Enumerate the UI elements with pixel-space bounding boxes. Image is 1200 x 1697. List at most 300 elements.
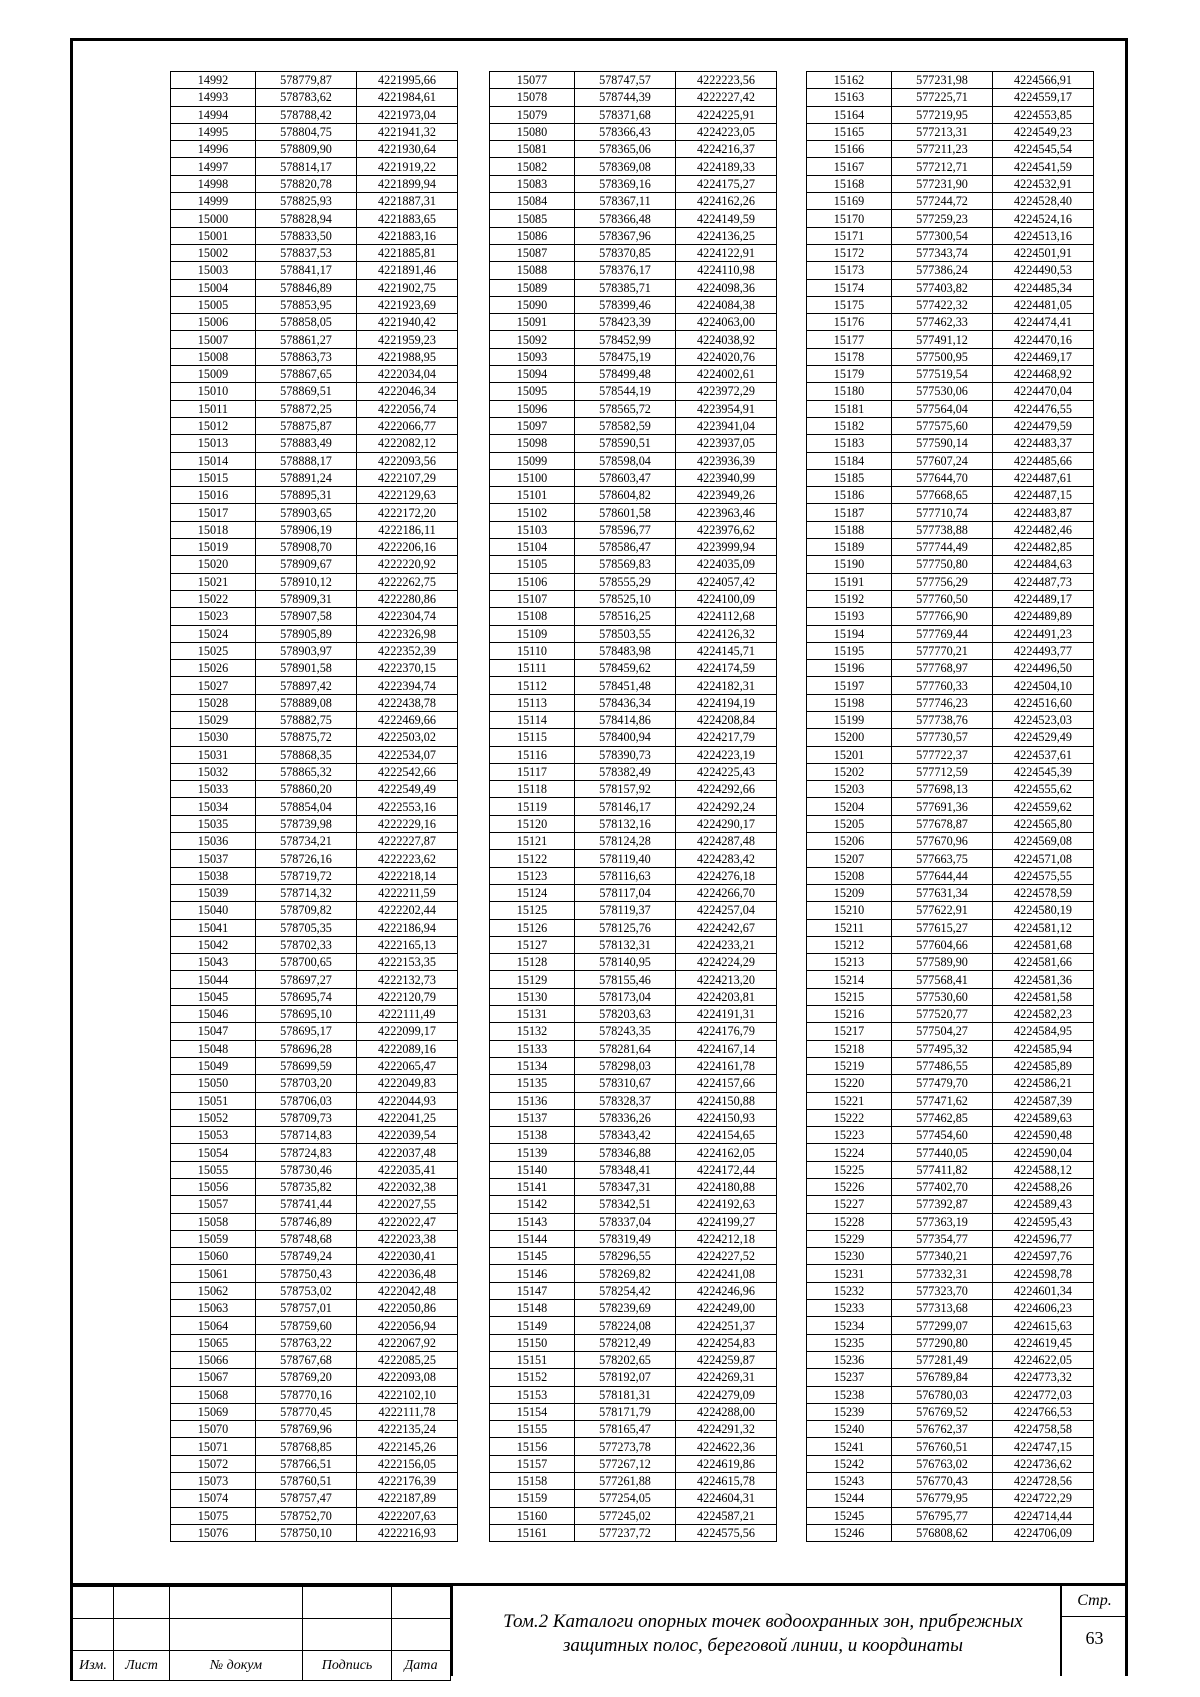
coord-x: 577760,50 bbox=[892, 590, 993, 607]
coord-y: 4222227,87 bbox=[357, 833, 458, 850]
point-number: 15068 bbox=[171, 1386, 256, 1403]
point-number: 15192 bbox=[807, 590, 892, 607]
table-row bbox=[807, 833, 1094, 850]
coord-x: 578212,49 bbox=[575, 1334, 676, 1351]
point-number: 15121 bbox=[490, 833, 575, 850]
coord-y: 4224504,10 bbox=[993, 677, 1094, 694]
table-row bbox=[490, 590, 777, 607]
coord-y: 4224528,40 bbox=[993, 193, 1094, 210]
point-number: 15059 bbox=[171, 1230, 256, 1247]
coord-y: 4224176,79 bbox=[676, 1023, 777, 1040]
coord-x: 578735,82 bbox=[256, 1179, 357, 1196]
label-signature: Подпись bbox=[303, 1651, 392, 1681]
table-row bbox=[490, 902, 777, 919]
table-row bbox=[171, 1507, 458, 1524]
coord-x: 577710,74 bbox=[892, 504, 993, 521]
table-row bbox=[807, 348, 1094, 365]
table-row bbox=[171, 1455, 458, 1472]
point-number: 15063 bbox=[171, 1300, 256, 1317]
point-number: 15141 bbox=[490, 1179, 575, 1196]
table-row bbox=[171, 815, 458, 832]
coord-y: 4222394,74 bbox=[357, 677, 458, 694]
coord-y: 4224246,96 bbox=[676, 1282, 777, 1299]
coord-y: 4224242,67 bbox=[676, 919, 777, 936]
coord-x: 577462,33 bbox=[892, 314, 993, 331]
sig-cell bbox=[170, 1587, 303, 1619]
table-row bbox=[807, 763, 1094, 780]
coord-y: 4222438,78 bbox=[357, 694, 458, 711]
point-number: 15076 bbox=[171, 1524, 256, 1541]
coord-y: 4224194,19 bbox=[676, 694, 777, 711]
point-number: 15113 bbox=[490, 694, 575, 711]
table-row bbox=[490, 1248, 777, 1265]
table-row bbox=[490, 175, 777, 192]
point-number: 15089 bbox=[490, 279, 575, 296]
coord-x: 577590,14 bbox=[892, 435, 993, 452]
point-number: 15195 bbox=[807, 642, 892, 659]
coord-y: 4221923,69 bbox=[357, 296, 458, 313]
point-number: 15083 bbox=[490, 175, 575, 192]
coord-y: 4221988,95 bbox=[357, 348, 458, 365]
coord-x: 578132,16 bbox=[575, 815, 676, 832]
sig-cell bbox=[303, 1587, 392, 1619]
coord-x: 577259,23 bbox=[892, 210, 993, 227]
coord-x: 577402,70 bbox=[892, 1179, 993, 1196]
coord-x: 578752,70 bbox=[256, 1507, 357, 1524]
coord-y: 4222132,73 bbox=[357, 971, 458, 988]
point-number: 15027 bbox=[171, 677, 256, 694]
coord-x: 578328,37 bbox=[575, 1092, 676, 1109]
coord-x: 578746,89 bbox=[256, 1213, 357, 1230]
point-number: 15041 bbox=[171, 919, 256, 936]
coord-y: 4224485,66 bbox=[993, 452, 1094, 469]
coord-y: 4224182,31 bbox=[676, 677, 777, 694]
coord-y: 4222370,15 bbox=[357, 660, 458, 677]
table-row bbox=[490, 210, 777, 227]
coord-x: 578726,16 bbox=[256, 850, 357, 867]
coord-x: 578370,85 bbox=[575, 244, 676, 261]
coord-x: 578451,48 bbox=[575, 677, 676, 694]
point-number: 15150 bbox=[490, 1334, 575, 1351]
table-row bbox=[490, 556, 777, 573]
coord-x: 578714,83 bbox=[256, 1127, 357, 1144]
table-row bbox=[171, 850, 458, 867]
table-row bbox=[807, 106, 1094, 123]
coord-x: 577290,80 bbox=[892, 1334, 993, 1351]
coord-x: 578868,35 bbox=[256, 746, 357, 763]
point-number: 15093 bbox=[490, 348, 575, 365]
coord-y: 4224482,46 bbox=[993, 521, 1094, 538]
point-number: 15204 bbox=[807, 798, 892, 815]
table-row bbox=[171, 798, 458, 815]
table-row bbox=[490, 988, 777, 1005]
table-row bbox=[171, 72, 458, 89]
coord-y: 4222165,13 bbox=[357, 936, 458, 953]
table-row bbox=[490, 608, 777, 625]
page-box bbox=[1060, 1586, 1127, 1676]
point-number: 15187 bbox=[807, 504, 892, 521]
table-row bbox=[490, 971, 777, 988]
coord-y: 4224276,18 bbox=[676, 867, 777, 884]
point-number: 15218 bbox=[807, 1040, 892, 1057]
coord-y: 4223963,46 bbox=[676, 504, 777, 521]
table-row bbox=[807, 1334, 1094, 1351]
coord-y: 4222023,38 bbox=[357, 1230, 458, 1247]
table-row bbox=[490, 781, 777, 798]
point-number: 15045 bbox=[171, 988, 256, 1005]
sig-cell bbox=[114, 1587, 170, 1619]
table-row bbox=[490, 1265, 777, 1282]
table-row bbox=[171, 175, 458, 192]
table-row bbox=[490, 123, 777, 140]
coord-y: 4224485,34 bbox=[993, 279, 1094, 296]
label-list: Лист bbox=[114, 1651, 170, 1681]
point-number: 15220 bbox=[807, 1075, 892, 1092]
coord-y: 4223949,26 bbox=[676, 487, 777, 504]
point-number: 15086 bbox=[490, 227, 575, 244]
point-number: 15120 bbox=[490, 815, 575, 832]
table-row bbox=[171, 988, 458, 1005]
coord-x: 578590,51 bbox=[575, 435, 676, 452]
coord-x: 577225,71 bbox=[892, 89, 993, 106]
sig-cell bbox=[392, 1619, 451, 1651]
point-number: 15078 bbox=[490, 89, 575, 106]
coord-y: 4224469,17 bbox=[993, 348, 1094, 365]
point-number: 15179 bbox=[807, 366, 892, 383]
coord-x: 578841,17 bbox=[256, 262, 357, 279]
coord-y: 4224481,05 bbox=[993, 296, 1094, 313]
point-number: 15058 bbox=[171, 1213, 256, 1230]
coord-x: 577519,54 bbox=[892, 366, 993, 383]
point-number: 15131 bbox=[490, 1006, 575, 1023]
coord-y: 4224063,00 bbox=[676, 314, 777, 331]
coord-x: 578909,31 bbox=[256, 590, 357, 607]
table-row bbox=[171, 660, 458, 677]
coord-x: 577440,05 bbox=[892, 1144, 993, 1161]
point-number: 15184 bbox=[807, 452, 892, 469]
coord-x: 577313,68 bbox=[892, 1300, 993, 1317]
coord-y: 4222262,75 bbox=[357, 573, 458, 590]
table-row bbox=[171, 954, 458, 971]
coord-y: 4224212,18 bbox=[676, 1230, 777, 1247]
coord-y: 4222044,93 bbox=[357, 1092, 458, 1109]
table-row bbox=[490, 1473, 777, 1490]
coord-y: 4224110,98 bbox=[676, 262, 777, 279]
point-number: 15013 bbox=[171, 435, 256, 452]
table-row bbox=[490, 1490, 777, 1507]
point-number: 15074 bbox=[171, 1490, 256, 1507]
coord-x: 578503,55 bbox=[575, 625, 676, 642]
coord-x: 578695,74 bbox=[256, 988, 357, 1005]
table-row bbox=[807, 400, 1094, 417]
coord-x: 578883,49 bbox=[256, 435, 357, 452]
coord-x: 578390,73 bbox=[575, 746, 676, 763]
coord-x: 577760,33 bbox=[892, 677, 993, 694]
coord-y: 4222107,29 bbox=[357, 469, 458, 486]
coord-x: 578825,93 bbox=[256, 193, 357, 210]
point-number: 14995 bbox=[171, 123, 256, 140]
coord-x: 577766,90 bbox=[892, 608, 993, 625]
coord-y: 4224259,87 bbox=[676, 1351, 777, 1368]
table-row bbox=[171, 210, 458, 227]
coord-y: 4222050,86 bbox=[357, 1300, 458, 1317]
table-row bbox=[490, 521, 777, 538]
coord-x: 578753,02 bbox=[256, 1282, 357, 1299]
coord-y: 4224057,42 bbox=[676, 573, 777, 590]
point-number: 15062 bbox=[171, 1282, 256, 1299]
table-row bbox=[490, 262, 777, 279]
table-row bbox=[490, 1057, 777, 1074]
point-number: 15182 bbox=[807, 417, 892, 434]
point-number: 15097 bbox=[490, 417, 575, 434]
coord-y: 4224288,00 bbox=[676, 1403, 777, 1420]
table-row bbox=[807, 521, 1094, 538]
point-number: 15134 bbox=[490, 1057, 575, 1074]
point-number: 15241 bbox=[807, 1438, 892, 1455]
point-number: 14994 bbox=[171, 106, 256, 123]
table-row bbox=[807, 314, 1094, 331]
table-row bbox=[171, 763, 458, 780]
table-row bbox=[807, 383, 1094, 400]
coord-y: 4224149,59 bbox=[676, 210, 777, 227]
coord-y: 4222120,79 bbox=[357, 988, 458, 1005]
point-number: 15228 bbox=[807, 1213, 892, 1230]
point-number: 15199 bbox=[807, 711, 892, 728]
point-number: 15209 bbox=[807, 884, 892, 901]
table-row bbox=[490, 487, 777, 504]
point-number: 15161 bbox=[490, 1524, 575, 1541]
table-row bbox=[490, 141, 777, 158]
point-number: 15185 bbox=[807, 469, 892, 486]
coord-y: 4222176,39 bbox=[357, 1473, 458, 1490]
coord-y: 4222202,44 bbox=[357, 902, 458, 919]
coord-y: 4222035,41 bbox=[357, 1161, 458, 1178]
point-number: 15215 bbox=[807, 988, 892, 1005]
point-number: 15211 bbox=[807, 919, 892, 936]
coord-x: 577332,31 bbox=[892, 1265, 993, 1282]
table-row bbox=[490, 504, 777, 521]
point-number: 15104 bbox=[490, 539, 575, 556]
coord-x: 578907,58 bbox=[256, 608, 357, 625]
point-number: 15110 bbox=[490, 642, 575, 659]
table-row bbox=[807, 1179, 1094, 1196]
table-row bbox=[490, 1196, 777, 1213]
coord-y: 4222039,54 bbox=[357, 1127, 458, 1144]
point-number: 15053 bbox=[171, 1127, 256, 1144]
table-row bbox=[490, 884, 777, 901]
coord-y: 4222135,24 bbox=[357, 1421, 458, 1438]
title-box bbox=[450, 1586, 1063, 1676]
coord-y: 4224249,00 bbox=[676, 1300, 777, 1317]
point-number: 15082 bbox=[490, 158, 575, 175]
point-number: 15098 bbox=[490, 435, 575, 452]
point-number: 15105 bbox=[490, 556, 575, 573]
coord-y: 4224587,39 bbox=[993, 1092, 1094, 1109]
coord-x: 578703,20 bbox=[256, 1075, 357, 1092]
point-number: 15014 bbox=[171, 452, 256, 469]
table-row bbox=[807, 279, 1094, 296]
coord-y: 4224217,79 bbox=[676, 729, 777, 746]
coord-y: 4224619,86 bbox=[676, 1455, 777, 1472]
coord-y: 4224266,70 bbox=[676, 884, 777, 901]
coord-y: 4222036,48 bbox=[357, 1265, 458, 1282]
coord-x: 576808,62 bbox=[892, 1524, 993, 1541]
coord-x: 578814,17 bbox=[256, 158, 357, 175]
point-number: 15018 bbox=[171, 521, 256, 538]
point-number: 15203 bbox=[807, 781, 892, 798]
point-number: 15175 bbox=[807, 296, 892, 313]
coord-y: 4224585,89 bbox=[993, 1057, 1094, 1074]
coord-y: 4224491,23 bbox=[993, 625, 1094, 642]
coord-y: 4221902,75 bbox=[357, 279, 458, 296]
coord-x: 578875,87 bbox=[256, 417, 357, 434]
coord-x: 577231,98 bbox=[892, 72, 993, 89]
table-row bbox=[490, 763, 777, 780]
coord-x: 578125,76 bbox=[575, 919, 676, 936]
coord-x: 578459,62 bbox=[575, 660, 676, 677]
table-row bbox=[171, 1144, 458, 1161]
coord-y: 4222049,83 bbox=[357, 1075, 458, 1092]
coord-y: 4224581,12 bbox=[993, 919, 1094, 936]
point-number: 15005 bbox=[171, 296, 256, 313]
table-row bbox=[171, 469, 458, 486]
coord-y: 4224208,84 bbox=[676, 711, 777, 728]
table-row bbox=[171, 1369, 458, 1386]
table-row bbox=[171, 556, 458, 573]
table-row bbox=[171, 539, 458, 556]
coord-x: 577730,57 bbox=[892, 729, 993, 746]
point-number: 15026 bbox=[171, 660, 256, 677]
coord-y: 4224501,91 bbox=[993, 244, 1094, 261]
coord-y: 4222469,66 bbox=[357, 711, 458, 728]
table-row bbox=[171, 781, 458, 798]
point-number: 15240 bbox=[807, 1421, 892, 1438]
table-row bbox=[490, 1334, 777, 1351]
point-number: 15169 bbox=[807, 193, 892, 210]
table-row bbox=[490, 833, 777, 850]
coord-x: 578906,19 bbox=[256, 521, 357, 538]
point-number: 15156 bbox=[490, 1438, 575, 1455]
coord-x: 578336,26 bbox=[575, 1109, 676, 1126]
point-number: 15046 bbox=[171, 1006, 256, 1023]
coord-x: 577589,90 bbox=[892, 954, 993, 971]
point-number: 15135 bbox=[490, 1075, 575, 1092]
coord-x: 577530,60 bbox=[892, 988, 993, 1005]
table-row bbox=[490, 919, 777, 936]
table-row bbox=[490, 244, 777, 261]
point-number: 15158 bbox=[490, 1473, 575, 1490]
table-row bbox=[171, 89, 458, 106]
coord-x: 577644,70 bbox=[892, 469, 993, 486]
table-row bbox=[807, 1282, 1094, 1299]
table-row bbox=[490, 1161, 777, 1178]
coord-x: 578744,39 bbox=[575, 89, 676, 106]
table-row bbox=[807, 729, 1094, 746]
coord-y: 4222549,49 bbox=[357, 781, 458, 798]
table-row bbox=[490, 729, 777, 746]
coord-y: 4222503,02 bbox=[357, 729, 458, 746]
point-number: 15049 bbox=[171, 1057, 256, 1074]
point-number: 15154 bbox=[490, 1403, 575, 1420]
point-number: 15155 bbox=[490, 1421, 575, 1438]
coord-x: 577273,78 bbox=[575, 1438, 676, 1455]
point-number: 15245 bbox=[807, 1507, 892, 1524]
coord-y: 4224581,36 bbox=[993, 971, 1094, 988]
coord-y: 4224523,03 bbox=[993, 711, 1094, 728]
coord-x: 577756,29 bbox=[892, 573, 993, 590]
point-number: 15151 bbox=[490, 1351, 575, 1368]
coord-x: 578598,04 bbox=[575, 452, 676, 469]
table-row bbox=[171, 884, 458, 901]
table-row bbox=[490, 867, 777, 884]
coord-x: 578601,58 bbox=[575, 504, 676, 521]
coord-y: 4221883,65 bbox=[357, 210, 458, 227]
coord-x: 576769,52 bbox=[892, 1403, 993, 1420]
coord-x: 577668,65 bbox=[892, 487, 993, 504]
coord-x: 578171,79 bbox=[575, 1403, 676, 1420]
coord-y: 4223972,29 bbox=[676, 383, 777, 400]
coord-y: 4222172,20 bbox=[357, 504, 458, 521]
coord-y: 4224487,73 bbox=[993, 573, 1094, 590]
point-number: 15036 bbox=[171, 833, 256, 850]
table-row bbox=[490, 1075, 777, 1092]
table-row bbox=[490, 1317, 777, 1334]
coord-x: 578367,11 bbox=[575, 193, 676, 210]
coord-x: 577750,80 bbox=[892, 556, 993, 573]
coord-x: 578709,82 bbox=[256, 902, 357, 919]
coord-y: 4224541,59 bbox=[993, 158, 1094, 175]
table-row bbox=[807, 919, 1094, 936]
coord-y: 4221995,66 bbox=[357, 72, 458, 89]
table-row bbox=[171, 936, 458, 953]
coord-y: 4224588,26 bbox=[993, 1179, 1094, 1196]
table-row bbox=[171, 1403, 458, 1420]
coord-y: 4224192,63 bbox=[676, 1196, 777, 1213]
coord-x: 578596,77 bbox=[575, 521, 676, 538]
coord-x: 577486,55 bbox=[892, 1057, 993, 1074]
coord-y: 4224580,19 bbox=[993, 902, 1094, 919]
coord-x: 576763,02 bbox=[892, 1455, 993, 1472]
point-number: 15109 bbox=[490, 625, 575, 642]
table-row bbox=[171, 1109, 458, 1126]
point-number: 15006 bbox=[171, 314, 256, 331]
coord-x: 578828,94 bbox=[256, 210, 357, 227]
coord-y: 4224474,41 bbox=[993, 314, 1094, 331]
coord-x: 578889,08 bbox=[256, 694, 357, 711]
coord-y: 4222102,10 bbox=[357, 1386, 458, 1403]
coord-x: 577738,76 bbox=[892, 711, 993, 728]
point-number: 15219 bbox=[807, 1057, 892, 1074]
coord-x: 578347,31 bbox=[575, 1179, 676, 1196]
point-number: 15194 bbox=[807, 625, 892, 642]
table-row bbox=[807, 1006, 1094, 1023]
coord-x: 577340,21 bbox=[892, 1248, 993, 1265]
point-number: 15123 bbox=[490, 867, 575, 884]
point-number: 15007 bbox=[171, 331, 256, 348]
table-row bbox=[490, 1040, 777, 1057]
point-number: 15129 bbox=[490, 971, 575, 988]
coord-y: 4222211,59 bbox=[357, 884, 458, 901]
point-number: 15054 bbox=[171, 1144, 256, 1161]
point-number: 15092 bbox=[490, 331, 575, 348]
table-row bbox=[171, 1351, 458, 1368]
table-row bbox=[807, 244, 1094, 261]
coord-x: 578525,10 bbox=[575, 590, 676, 607]
point-number: 15208 bbox=[807, 867, 892, 884]
table-row bbox=[171, 919, 458, 936]
point-number: 15189 bbox=[807, 539, 892, 556]
table-row bbox=[171, 521, 458, 538]
